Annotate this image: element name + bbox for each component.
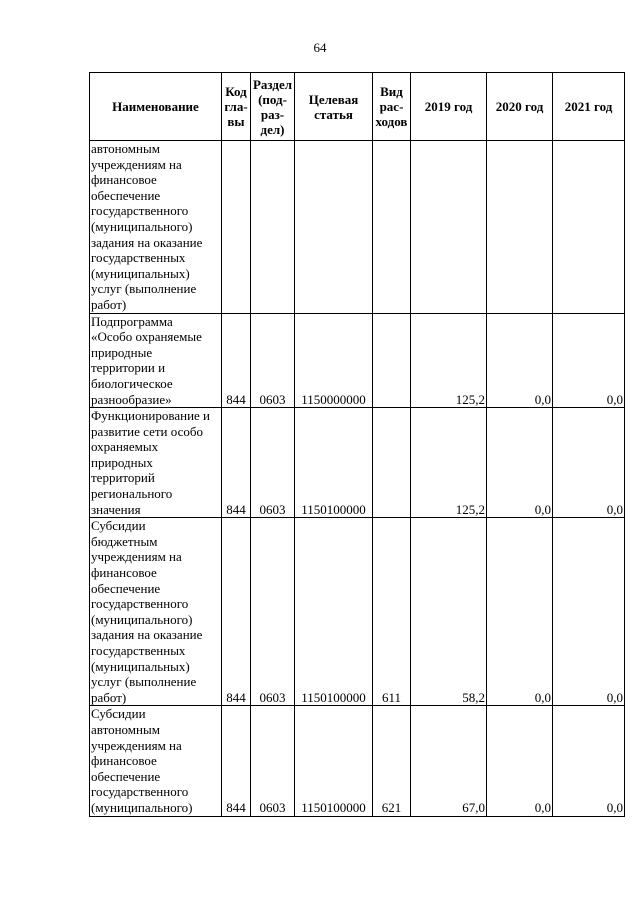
cell-2021: 0,0 (553, 518, 625, 706)
cell-expense-type (373, 313, 411, 408)
cell-name: Субсидии автономным учреждениям на финансовое обеспечение государственного (муниципального) (90, 706, 222, 816)
cell-2020: 0,0 (487, 313, 553, 408)
cell-target-item: 1150000000 (295, 313, 373, 408)
cell-2021: 0,0 (553, 408, 625, 518)
header-target-item: Целевая статья (295, 73, 373, 141)
cell-2021 (553, 141, 625, 314)
cell-chapter-code: 844 (222, 313, 251, 408)
cell-expense-type (373, 141, 411, 314)
cell-section: 0603 (251, 518, 295, 706)
budget-table (89, 72, 625, 817)
cell-2019 (411, 141, 487, 314)
cell-target-item (295, 141, 373, 314)
header-section: Раздел (под- раз- дел) (251, 73, 295, 141)
table-row (90, 408, 625, 518)
header-chapter-code: Код гла- вы (222, 73, 251, 141)
cell-chapter-code: 844 (222, 518, 251, 706)
cell-section: 0603 (251, 706, 295, 816)
cell-expense-type: 621 (373, 706, 411, 816)
page-number: 64 (313, 40, 327, 55)
table-row (90, 141, 625, 314)
cell-2020: 0,0 (487, 518, 553, 706)
cell-2020: 0,0 (487, 408, 553, 518)
header-expense-type: Вид рас- ходов (373, 73, 411, 141)
cell-target-item: 1150100000 (295, 518, 373, 706)
cell-name: автономным учреждениям на финансовое обеспечение государственного (муниципального) задания на оказание государственных (муниципальных) услуг (выполнение работ) (90, 141, 222, 314)
header-name: Наименование (90, 73, 222, 141)
cell-target-item: 1150100000 (295, 706, 373, 816)
cell-2020 (487, 141, 553, 314)
table-header-row (90, 73, 625, 141)
header-2021: 2021 год (553, 73, 625, 141)
cell-target-item: 1150100000 (295, 408, 373, 518)
table-row (90, 518, 625, 706)
cell-name: Функционирование и развитие сети особо охраняемых природных территорий регионального значения (90, 408, 222, 518)
cell-2021: 0,0 (553, 313, 625, 408)
header-2019: 2019 год (411, 73, 487, 141)
table-row (90, 706, 625, 816)
cell-name: Подпрограмма «Особо охраняемые природные территории и биологическое разнообразие» (90, 313, 222, 408)
cell-section: 0603 (251, 313, 295, 408)
cell-2019: 125,2 (411, 408, 487, 518)
cell-chapter-code: 844 (222, 706, 251, 816)
cell-name: Субсидии бюджетным учреждениям на финансовое обеспечение государственного (муниципального) задания на оказание государственных (муниципальных) услуг (выполнение работ) (90, 518, 222, 706)
cell-2019: 58,2 (411, 518, 487, 706)
cell-section: 0603 (251, 408, 295, 518)
cell-2019: 125,2 (411, 313, 487, 408)
cell-2021: 0,0 (553, 706, 625, 816)
cell-2019: 67,0 (411, 706, 487, 816)
header-2020: 2020 год (487, 73, 553, 141)
cell-chapter-code: 844 (222, 408, 251, 518)
cell-expense-type (373, 408, 411, 518)
cell-expense-type: 611 (373, 518, 411, 706)
cell-section (251, 141, 295, 314)
cell-2020: 0,0 (487, 706, 553, 816)
table-row (90, 313, 625, 408)
cell-chapter-code (222, 141, 251, 314)
